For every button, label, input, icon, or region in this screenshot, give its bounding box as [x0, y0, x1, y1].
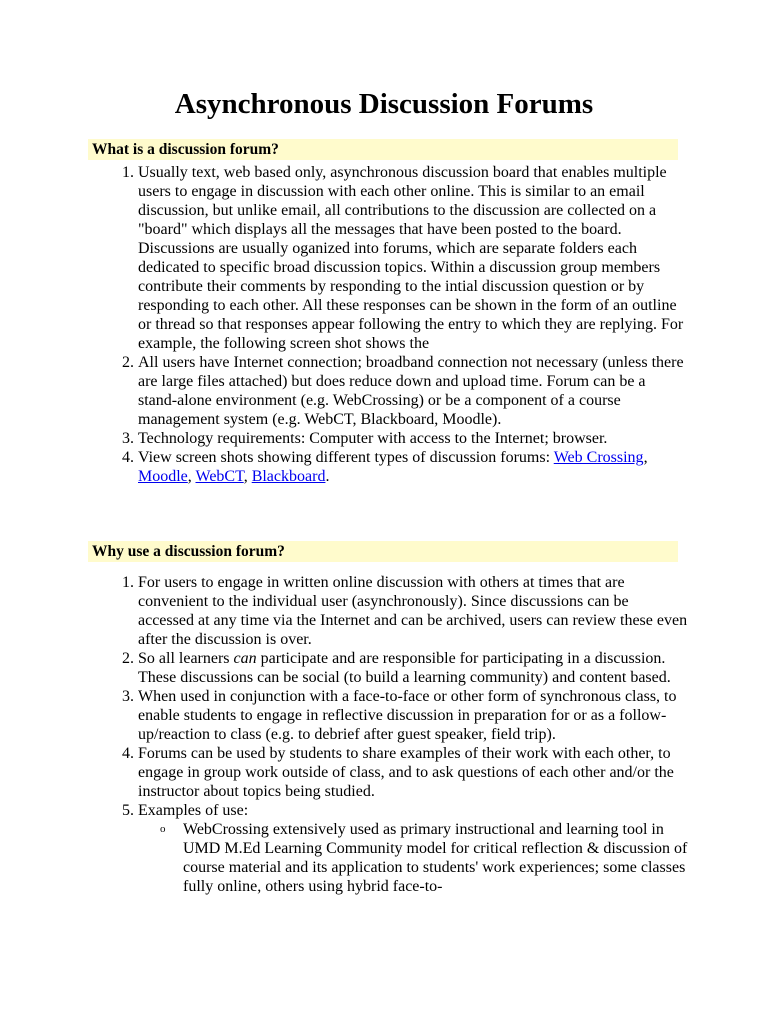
list-item-text: For users to engage in written online discussion with others at times that are convenient to the individual user (asynchronously). Since discussions can be accessed at any time via the Internet and can be archived, users can review these even after the discussion is over. — [138, 574, 688, 648]
list-number: 2. — [122, 650, 134, 667]
list-item — [88, 744, 688, 801]
link-webct[interactable]: WebCT — [195, 468, 244, 485]
list-number: 4. — [122, 449, 134, 466]
why-use-list — [88, 573, 688, 896]
list-item-text: Forums can be used by students to share examples of their work with each other, to engage in group work outside of class, and to ask questions of each other and/or the instructor about topics being studied. — [138, 745, 674, 800]
emphasis-can: can — [233, 650, 257, 667]
list-item — [88, 448, 688, 486]
link-separator: , — [643, 449, 648, 466]
link-separator: , — [187, 468, 196, 485]
list-item — [88, 163, 688, 353]
list-item-suffix: . — [325, 468, 330, 485]
section-heading-what-is: What is a discussion forum? — [88, 139, 678, 160]
list-item — [88, 687, 688, 744]
list-item-text: All users have Internet connection; broadband connection not necessary (unless there are large files attached) but does reduce down and upload time. Forum can be a stand-alone environment (e.g. WebCrossing) or be a component of a course management system (e.g. WebCT, Blackboard, Moodle). — [138, 354, 684, 428]
section-heading-why-use: Why use a discussion forum? — [88, 541, 678, 562]
list-item — [88, 573, 688, 649]
list-item-text-before: So all learners — [138, 650, 234, 667]
list-number: 5. — [122, 802, 134, 819]
circle-bullet-icon: o — [160, 823, 166, 835]
list-number: 4. — [122, 745, 134, 762]
list-number: 2. — [122, 354, 134, 371]
list-item-text: Usually text, web based only, asynchronous discussion board that enables multiple users to engage in discussion with each other online. This is similar to an email discussion, but unlike email, all contributions to the discussion are collected on a "board" which displays all the messages that have been posted to the board. Discussions are usually oganized into forums, which are separate folders each dedicated to specific broad discussion topics. Within a discussion group members contribute their comments by responding to the intial discussion question or by responding to each other. All these responses can be shown in the form of an outline or thread so that responses appear following the entry to which they are replying. For example, the following screen shot shows the — [138, 164, 684, 352]
list-item-text — [138, 649, 688, 687]
list-item — [88, 801, 688, 896]
page-title: Asynchronous Discussion Forums — [174, 88, 594, 120]
list-item-text: Examples of use: — [138, 802, 249, 819]
list-number: 1. — [122, 164, 134, 181]
examples-sublist — [138, 820, 688, 896]
list-item-prefix: View screen shots showing different types of discussion forums: — [138, 449, 554, 466]
list-item-text: Technology requirements: Computer with access to the Internet; browser. — [138, 430, 608, 447]
list-number: 3. — [122, 430, 134, 447]
list-item — [88, 353, 688, 429]
list-number: 1. — [122, 574, 134, 591]
link-moodle[interactable]: Moodle — [138, 468, 188, 485]
link-web-crossing[interactable]: Web Crossing — [553, 449, 644, 466]
what-is-list — [88, 163, 688, 486]
list-item — [88, 429, 688, 448]
sublist-item-text: WebCrossing extensively used as primary instructional and learning tool in UMD M.Ed Learning Community model for critical reflection & discussion of course material and its application to students' work experiences; some classes fully online, others using hybrid face-to- — [183, 821, 688, 895]
sublist-item — [138, 820, 688, 896]
list-item — [88, 649, 688, 687]
list-number: 3. — [122, 688, 134, 705]
link-separator: , — [243, 468, 252, 485]
link-blackboard[interactable]: Blackboard — [251, 468, 326, 485]
list-item-text: When used in conjunction with a face-to-face or other form of synchronous class, to enable students to engage in reflective discussion in preparation for or as a follow-up/reaction to class (e.g. to debrief after guest speaker, field trip). — [138, 688, 677, 743]
list-item-text-after: participate and are responsible for participating in a discussion. These discussions can be social (to build a learning community) and content based. — [138, 650, 671, 686]
list-item-text — [138, 448, 688, 486]
